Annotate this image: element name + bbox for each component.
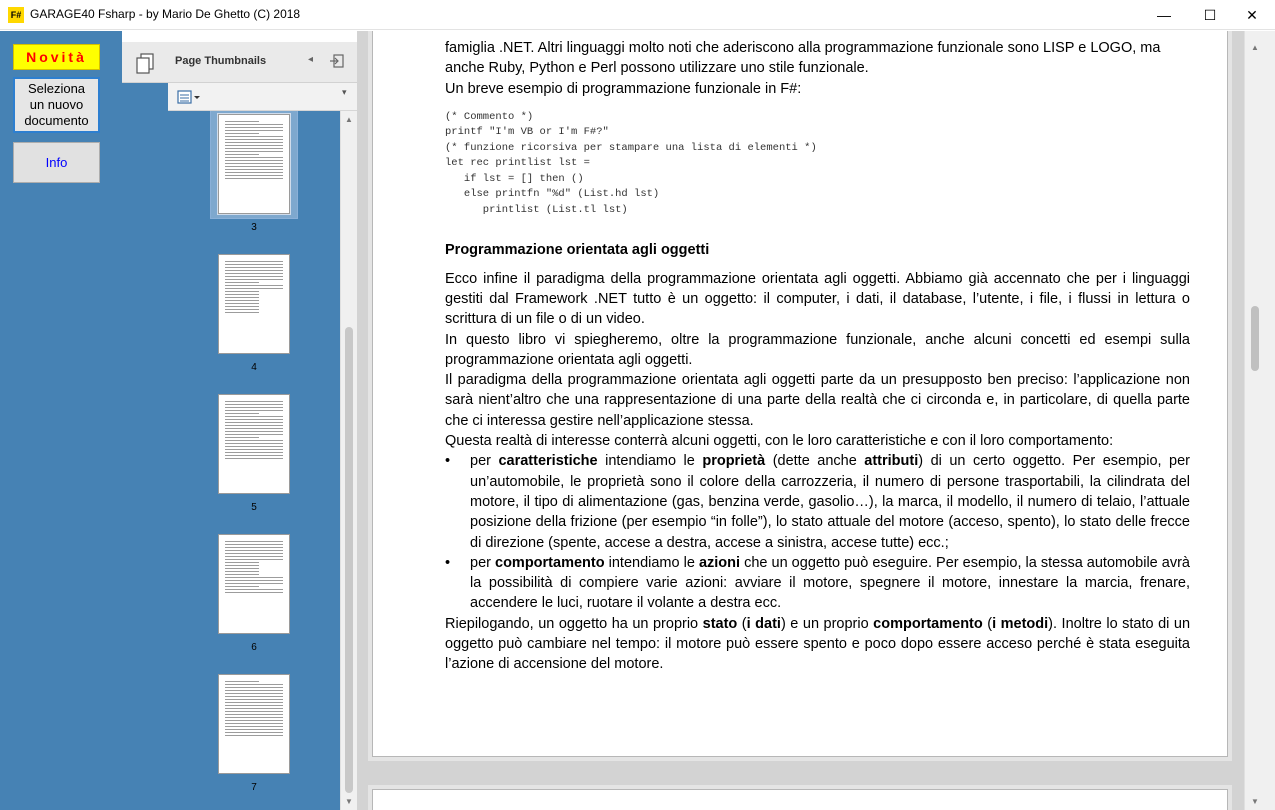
bullet-item: • per caratteristiche intendiamo le proprietà (dette anche attributi) di un certo oggetto. Per esempio, per un’automobile, le proprietà sono il colore della carrozzeria, il numero di persone trasportabili, la cilindrata del motore, il tipo di alimentazione (gas, benzina verde, gasolio…), la marca, il modello, il numero di telaio, l’attuale posizione della frizione (per esempio “in folle”), lo stato attuale del motore (acceso, spento), lo stato delle frecce di direzione (spente, accese a destra, accese a sinistra, accese tutte) ecc.; — [445, 453, 1190, 551]
code-block: (* Commento *) printf "I'm VB or I'm F#?" (* funzione ricorsiva per stampare una lista di elementi *) let rec printlist lst = if lst = [] then () else printfn "%d" (List.hd lst) printlist (List.tl lst) — [445, 110, 817, 216]
bullet-glyph: • — [445, 554, 451, 571]
window-title: GARAGE40 Fsharp - by Mario De Ghetto (C) 2018 — [30, 7, 301, 21]
app-icon: F# — [8, 7, 24, 23]
thumbnails-scrollbar[interactable] — [340, 111, 357, 810]
scroll-down-arrow-icon[interactable]: ▼ — [345, 797, 353, 806]
info-button[interactable]: Info — [13, 142, 100, 183]
thumbnail-strip — [168, 111, 340, 810]
section-heading: Programmazione orientata agli oggetti — [445, 242, 710, 259]
paragraph-line: Un breve esempio di programmazione funzionale in F#: — [445, 80, 802, 97]
pages-icon[interactable] — [134, 52, 156, 74]
paragraph: Questa realtà di interesse conterrà alcuni oggetti, con le loro caratteristiche e con il loro comportamento: — [445, 433, 1114, 450]
thumbnails-toolbar — [168, 83, 357, 111]
paragraph: Riepilogando, un oggetto ha un proprio stato (i dati) e un proprio comportamento (i metodi). Inoltre lo stato di un oggetto può cambiare nel tempo: il motore può essere spento e poco dopo essere acceso perché è stata eseguita l’azione di accensione del motore. — [445, 615, 1191, 673]
page-thumbnail-7[interactable] — [218, 674, 290, 774]
bullet-glyph: • — [445, 453, 451, 470]
maximize-button[interactable]: ☐ — [1203, 6, 1217, 23]
scroll-up-arrow-icon[interactable]: ▲ — [1251, 43, 1259, 52]
page-number-6: 6 — [251, 642, 257, 653]
paragraph: In questo libro vi spiegheremo, oltre la programmazione funzionale, anche alcuni concetti ed esempi sulla programmazione orientata agli oggetti. — [445, 331, 1190, 368]
page-number-3: 3 — [251, 222, 257, 233]
document-page — [372, 31, 1228, 757]
page-number-7: 7 — [251, 782, 257, 793]
close-button[interactable]: ✕ — [1246, 6, 1258, 23]
options-menu-icon[interactable] — [176, 89, 202, 105]
paragraph: Ecco infine il paradigma della programmazione orientata agli oggetti. Abbiamo già accennato che per i linguaggi gestiti dal Framework .NET tutto è un oggetto: il computer, i dati, il database, l’utente, i file, i flussi in lettura o scrittura di un file o di un video. — [445, 270, 1190, 328]
page-number-4: 4 — [251, 362, 257, 373]
paragraph: Il paradigma della programmazione orientata agli oggetti parte da un presupposto ben preciso: l’applicazione non sarà nient’altro che una rappresentazione di una parte della realtà che ci circonda e, in particolare, di quella parte che ci interessa gestire nell’applicazione stessa. — [445, 372, 1190, 429]
title-bar — [0, 0, 1275, 30]
document-viewer[interactable] — [357, 31, 1244, 810]
thumbnails-header — [122, 42, 357, 83]
undock-icon[interactable] — [329, 53, 345, 69]
minimize-button[interactable]: — — [1157, 7, 1171, 23]
novita-button[interactable]: Novità — [13, 44, 100, 70]
page-thumbnail-4[interactable] — [218, 254, 290, 354]
select-document-button[interactable]: Seleziona un nuovo documento — [13, 77, 100, 133]
thumbnails-scroll-thumb[interactable] — [345, 327, 353, 793]
app-sidebar — [0, 31, 122, 810]
bullet-item: • per comportamento intendiamo le azioni che un oggetto può eseguire. Per esempio, la stessa automobile avrà la possibilità di compiere varie azioni: avviare il motore, spegnere il motore, innestare la marcia, frenare, accendere le luci, ruotare il volante a destra ecc. — [445, 554, 1190, 612]
thumbnails-pane — [122, 42, 357, 810]
next-document-page — [372, 789, 1228, 810]
chevron-down-icon[interactable]: ▾ — [342, 87, 347, 97]
page-number-5: 5 — [251, 502, 257, 513]
scroll-up-arrow-icon[interactable]: ▲ — [345, 115, 353, 124]
page-thumbnail-6[interactable] — [218, 534, 290, 634]
document-scroll-thumb[interactable] — [1251, 306, 1259, 371]
page-thumbnail-3[interactable] — [218, 114, 290, 214]
scroll-down-arrow-icon[interactable]: ▼ — [1251, 797, 1259, 806]
thumbnails-title: Page Thumbnails — [175, 55, 267, 67]
collapse-arrow-icon[interactable]: ◂ — [308, 54, 314, 65]
page-content — [445, 31, 1190, 675]
paragraph-line: anche Ruby, Python e Perl possono utilizzare uno stile funzionale. — [445, 60, 869, 77]
document-scrollbar[interactable] — [1244, 31, 1275, 810]
paragraph-line: famiglia .NET. Altri linguaggi molto noti che aderiscono alla programmazione funzionale sono LISP e LOGO, ma — [445, 40, 1161, 56]
page-thumbnail-5[interactable] — [218, 394, 290, 494]
